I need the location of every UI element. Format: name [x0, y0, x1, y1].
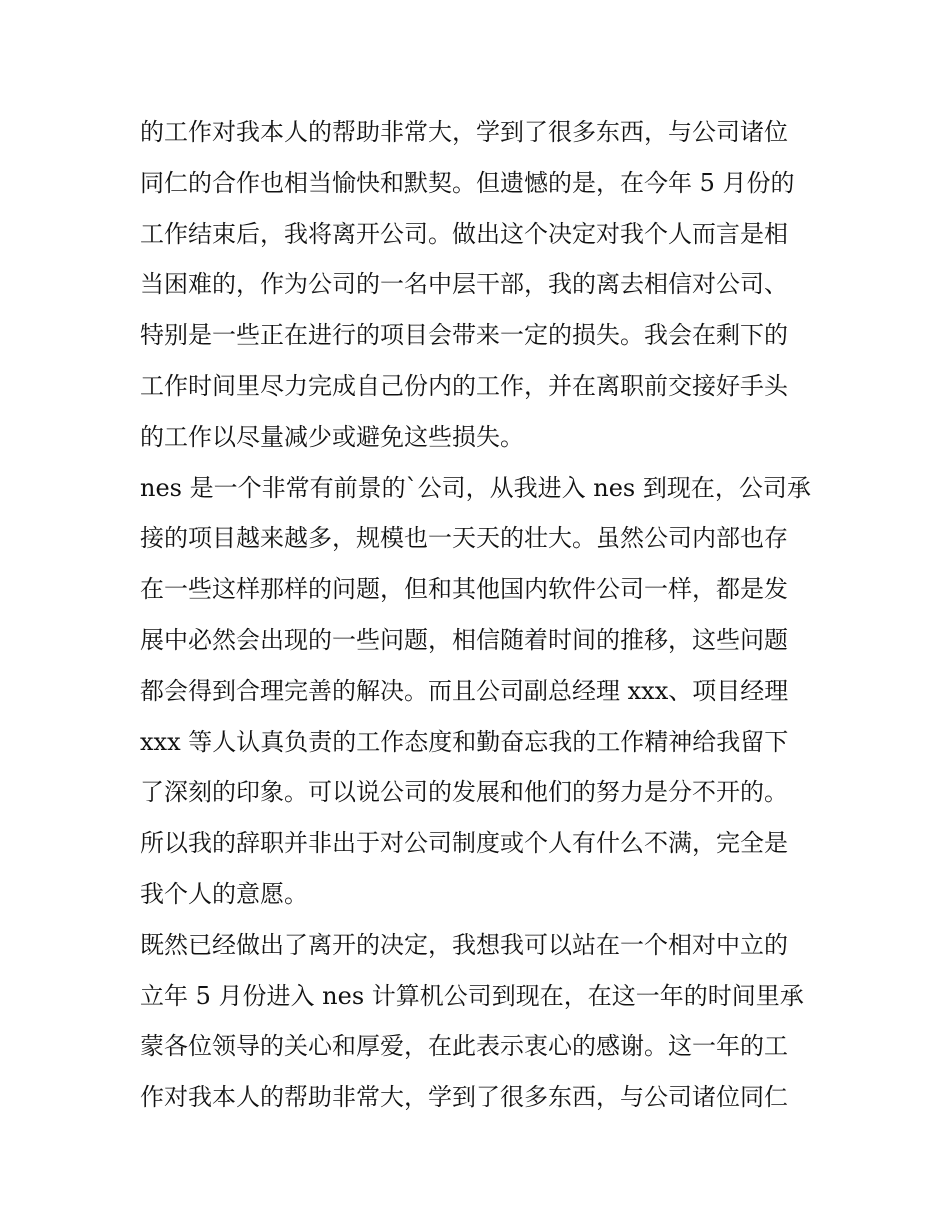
- text-line: 同仁的合作也相当愉快和默契。但遗憾的是，在今年 5 月份的: [140, 168, 795, 197]
- text-line: 都会得到合理完善的解决。而且公司副总经理 xxx、项目经理: [140, 676, 789, 705]
- text-line: 展中必然会出现的一些问题，相信随着时间的推移，这些问题: [140, 625, 788, 654]
- text-line: 接的项目越来越多，规模也一天天的壮大。虽然公司内部也存: [140, 524, 788, 553]
- text-line: 立年 5 月份进入 nes 计算机公司到现在，在这一年的时间里承: [140, 981, 804, 1010]
- text-line: 的工作对我本人的帮助非常大，学到了很多东西，与公司诸位: [140, 118, 788, 146]
- text-line: 既然已经做出了离开的决定，我想我可以站在一个相对中立的: [140, 930, 788, 959]
- text-line: 我个人的意愿。: [140, 879, 308, 908]
- text-line: 在一些这样那样的问题，但和其他国内软件公司一样，都是发: [140, 575, 788, 604]
- text-line: 的工作以尽量减少或避免这些损失。: [140, 422, 524, 451]
- text-line: 作对我本人的帮助非常大，学到了很多东西，与公司诸位同仁: [140, 1083, 788, 1112]
- text-line: 工作结束后，我将离开公司。做出这个决定对我个人而言是相: [140, 219, 788, 248]
- text-line: 蒙各位领导的关心和厚爱，在此表示衷心的感谢。这一年的工: [140, 1032, 788, 1061]
- document-body: [140, 107, 812, 1123]
- text-line: 当困难的，作为公司的一名中层干部，我的离去相信对公司、: [140, 270, 788, 299]
- text-line: 所以我的辞职并非出于对公司制度或个人有什么不满，完全是: [140, 829, 788, 858]
- text-line: 了深刻的印象。可以说公司的发展和他们的努力是分不开的。: [140, 778, 788, 807]
- text-line: xxx 等人认真负责的工作态度和勤奋忘我的工作精神给我留下: [140, 727, 789, 756]
- text-line: 特别是一些正在进行的项目会带来一定的损失。我会在剩下的: [140, 321, 788, 350]
- text-line: 工作时间里尽力完成自己份内的工作，并在离职前交接好手头: [140, 371, 788, 400]
- text-line: nes 是一个非常有前景的`公司，从我进入 nes 到现在，公司承: [140, 473, 811, 502]
